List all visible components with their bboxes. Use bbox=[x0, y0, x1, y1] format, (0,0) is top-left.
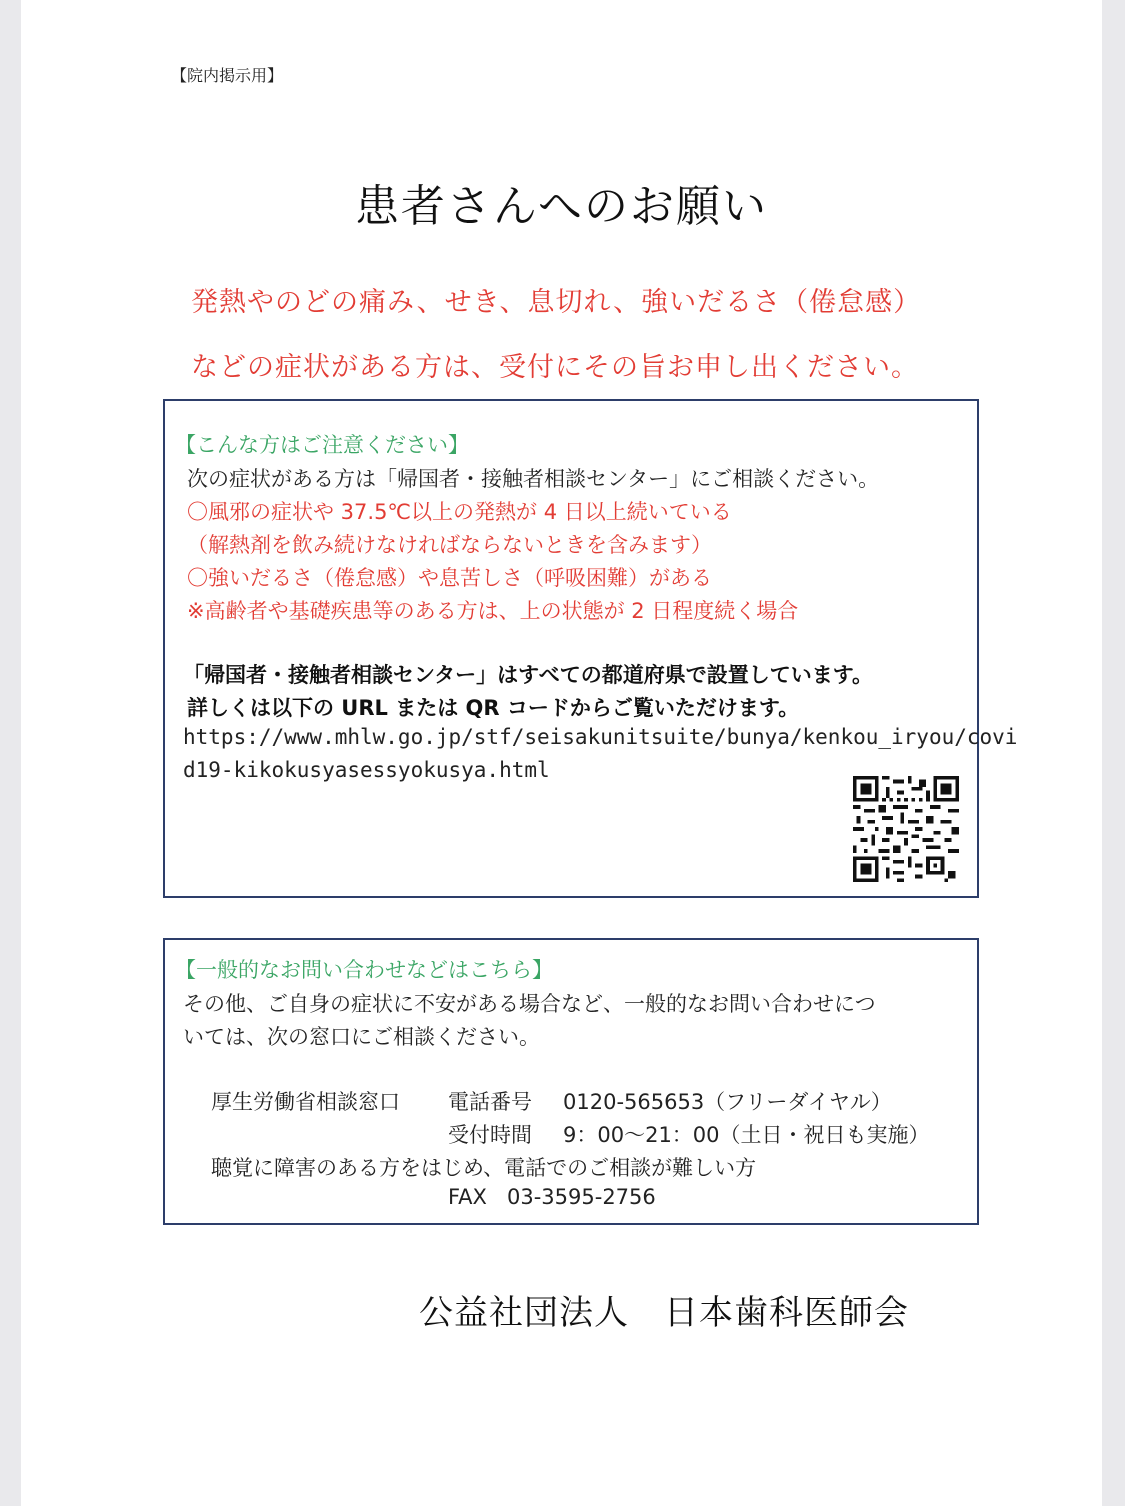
center-info-2: 詳しくは以下の URL または QR コードからご覧いただけます。 bbox=[187, 696, 800, 720]
caution-item-2: 〇強いだるさ（倦怠感）や息苦しさ（呼吸困難）がある bbox=[187, 566, 712, 590]
inquiry-intro-2: いては、次の窓口にご相談ください。 bbox=[183, 1025, 540, 1049]
notice-tag: 【院内掲示用】 bbox=[171, 66, 284, 85]
symptom-line-1: 発熱やのどの痛み、せき、息切れ、強いだるさ（倦怠感） bbox=[191, 287, 922, 318]
center-info-1: 「帰国者・接触者相談センター」はすべての都道府県で設置しています。 bbox=[183, 663, 874, 687]
fax-value: 03-3595-2756 bbox=[507, 1185, 656, 1209]
office-name: 厚生労働省相談窓口 bbox=[211, 1090, 400, 1114]
caution-item-3: ※高齢者や基礎疾患等のある方は、上の状態が 2 日程度続く場合 bbox=[187, 599, 799, 623]
page-title: 患者さんへのお願い bbox=[354, 181, 769, 232]
caution-item-1: 〇風邪の症状や 37.5℃以上の発熱が 4 日以上続いている bbox=[187, 500, 732, 524]
qr-code-icon[interactable] bbox=[851, 776, 961, 882]
caution-item-1-note: （解熱剤を飲み続けなければならないときを含みます） bbox=[187, 533, 712, 557]
phone-label: 電話番号 bbox=[448, 1090, 532, 1114]
organization-name: 公益社団法人 日本歯科医師会 bbox=[419, 1293, 909, 1333]
phone-value[interactable]: 0120-565653（フリーダイヤル） bbox=[563, 1090, 892, 1114]
hours-label: 受付時間 bbox=[448, 1123, 532, 1147]
hours-value: 9：00～21：00（土日・祝日も実施） bbox=[563, 1123, 930, 1147]
inquiry-intro-1: その他、ご自身の症状に不安がある場合など、一般的なお問い合わせにつ bbox=[183, 992, 876, 1016]
url-line-1[interactable]: https://www.mhlw.go.jp/stf/seisakunitsuite/bunya/kenkou_iryou/covi bbox=[183, 725, 1018, 749]
url-line-2[interactable]: d19-kikokusyasessyokusya.html bbox=[183, 758, 550, 782]
caution-intro: 次の症状がある方は「帰国者・接触者相談センター」にご相談ください。 bbox=[187, 467, 880, 491]
caution-box bbox=[163, 399, 1018, 898]
symptom-line-2: などの症状がある方は、受付にその旨お申し出ください。 bbox=[191, 352, 919, 383]
fax-label: FAX bbox=[448, 1185, 487, 1209]
caution-heading: 【こんな方はご注意ください】 bbox=[175, 433, 469, 457]
inquiry-heading: 【一般的なお問い合わせなどはこちら】 bbox=[175, 958, 553, 982]
hearing-line: 聴覚に障害のある方をはじめ、電話でのご相談が難しい方 bbox=[211, 1156, 757, 1180]
document-page bbox=[21, 0, 1102, 1506]
general-inquiry-box bbox=[163, 938, 979, 1225]
